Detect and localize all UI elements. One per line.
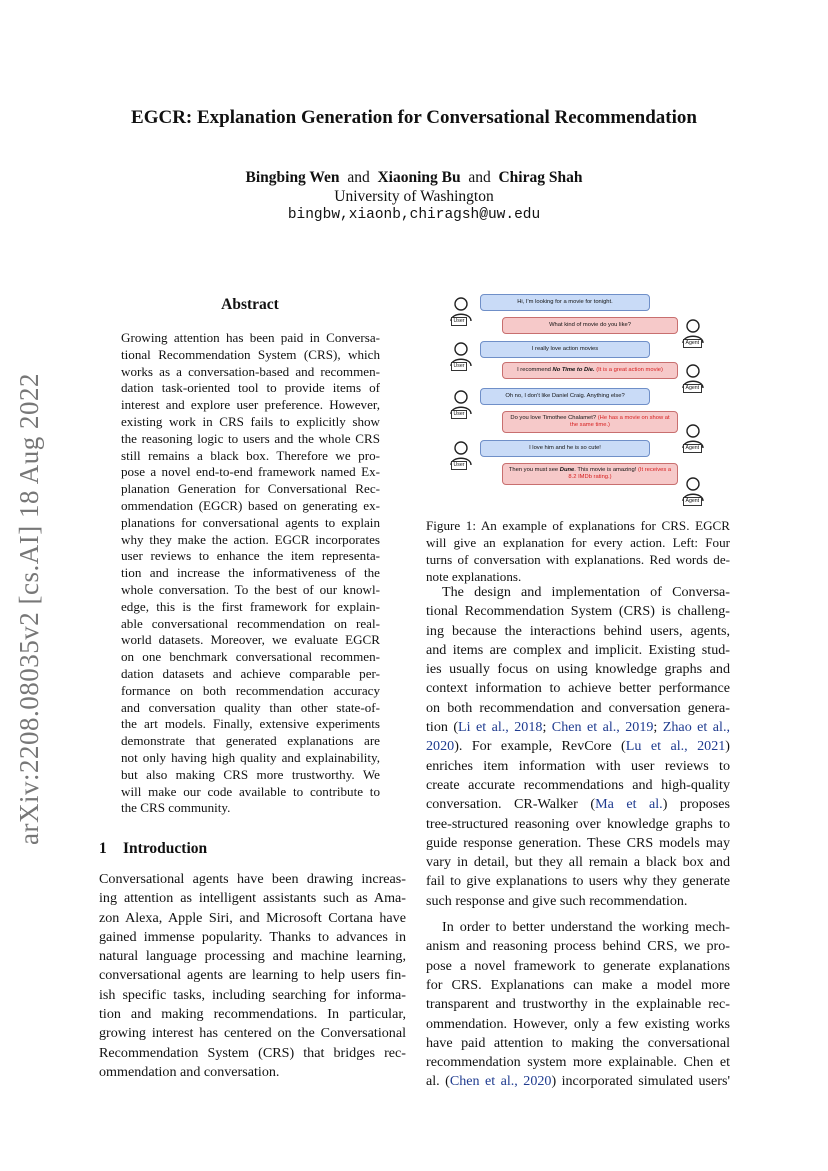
- text-line: enriches item information with user reviews to: [426, 757, 730, 774]
- abstract-body: [121, 330, 380, 817]
- section-number: 1: [99, 840, 107, 857]
- text-line: In order to better understand the working mech-: [442, 919, 730, 936]
- text-line: gained immense popularity. Thanks to advances in: [99, 928, 406, 945]
- text-part: tion (: [426, 719, 459, 736]
- user-tag: User: [451, 362, 467, 371]
- text-line: on both recommendation and conversation genera-: [426, 699, 730, 716]
- author-3: Chirag Shah: [498, 169, 583, 186]
- text-line: on one benchmark conversational recommen-: [121, 649, 380, 665]
- user-tag: User: [451, 317, 467, 326]
- citation-link[interactable]: Ma et al.: [595, 796, 663, 813]
- text-line: turns of conversation with explanations. Red words de-: [426, 552, 730, 567]
- message-part: . This movie is amazing!: [574, 467, 638, 473]
- text-line: world datasets. Moreover, we evaluate EGCR: [121, 632, 380, 648]
- message-text: What kind of movie do you like?: [549, 322, 631, 328]
- author-emails: bingbw,xiaonb,chiragsh@uw.edu: [287, 207, 541, 223]
- text-line: planations for conversational agents to explain: [121, 514, 380, 530]
- text-line: able conversational recommendation on real-: [121, 615, 380, 631]
- text-line: but also making CRS more trustworthy. We: [121, 766, 380, 782]
- agent-avatar: [680, 363, 706, 393]
- text-part: ;: [653, 719, 663, 736]
- paper-title: EGCR: Explanation Generation for Conversational Recommendation: [131, 107, 697, 128]
- section-title: Introduction: [123, 840, 208, 857]
- text-line: ommendation (EGCR) based on generating ex-: [121, 497, 380, 513]
- text-part: ): [725, 738, 730, 755]
- text-part: ;: [542, 719, 552, 736]
- text-line: conversational agents are learning to help users fin-: [99, 967, 406, 984]
- author-2: Xiaoning Bu: [377, 169, 461, 186]
- text-line: vary in detail, but they all remain a black box and: [426, 854, 730, 871]
- movie-title: Dune: [559, 467, 575, 473]
- text-line: existing work in CRS fails to explicitly show: [121, 413, 380, 429]
- text-line: not only having high quality and explainability,: [121, 749, 380, 765]
- explanation-text: (It is a great action movie): [594, 367, 663, 373]
- text-line: planation Generation for Conversational Rec-: [121, 481, 380, 497]
- text-line: the art models. Finally, extensive experiments: [121, 716, 380, 732]
- abstract-heading: Abstract: [221, 296, 279, 313]
- citation-link[interactable]: Zhao et al.,: [662, 719, 730, 736]
- text-line: formance on both recommendation accuracy: [121, 682, 380, 698]
- text-line: tion and making recommendations. In particular,: [99, 1006, 406, 1023]
- text-line: pose a novel end-to-end framework named Ex-: [121, 464, 380, 480]
- text-line: context information to achieve better performance: [426, 680, 730, 697]
- text-line: interest and explore user preference. However,: [121, 397, 380, 413]
- section-heading: [99, 840, 207, 858]
- explanation-text: (It receives a 8.2 IMDb rating.): [568, 467, 672, 480]
- text-line: user reviews to enhance the item representa-: [121, 548, 380, 564]
- user-tag: User: [451, 461, 467, 470]
- agent-message: [502, 463, 678, 485]
- text-line: for CRS. Explanations can make a model more: [426, 976, 730, 993]
- user-message: [480, 388, 650, 405]
- agent-avatar: [680, 318, 706, 348]
- user-tag: User: [451, 410, 467, 419]
- citation-link[interactable]: Chen et al., 2019: [551, 719, 654, 736]
- message-part: I recommend: [517, 367, 553, 373]
- text-line: Recommendation System (CRS) that bridges rec-: [99, 1044, 406, 1061]
- text-line: such response and give such recommendation.: [426, 892, 688, 909]
- text-part: ) proposes: [662, 796, 731, 813]
- user-message: [480, 440, 650, 457]
- text-line: Conversational agents have been drawing increas-: [99, 871, 406, 887]
- paragraph-gap: [426, 911, 730, 918]
- user-avatar: [448, 389, 474, 419]
- user-avatar: [448, 440, 474, 470]
- intro-paragraph: [99, 870, 406, 1082]
- text-line: ish specific tasks, including searching for informa-: [99, 986, 406, 1003]
- text-part: conversation. CR-Walker (: [426, 796, 596, 813]
- author-1: Bingbing Wen: [245, 169, 340, 186]
- right-column-text: [426, 583, 730, 1092]
- citation-link[interactable]: Lu et al., 2021: [625, 738, 726, 755]
- figure-1: [448, 290, 710, 502]
- text-line: ommendation and conversation.: [99, 1063, 280, 1080]
- text-line: tional Recommendation System (CRS) is challeng-: [426, 603, 730, 620]
- text-part: al. (: [426, 1073, 450, 1090]
- user-avatar: [448, 341, 474, 371]
- message-text: I love him and he is so cute!: [529, 445, 601, 451]
- agent-tag: Agent: [683, 339, 702, 348]
- citation-link[interactable]: 2020: [426, 738, 455, 755]
- text-line: pose a novel framework to generate explanations: [426, 957, 730, 974]
- message-text: Hi, I'm looking for a movie for tonight.: [517, 299, 613, 305]
- author-sep-2: and: [468, 169, 491, 186]
- text-line: create accurate recommendations and high-quality: [426, 776, 730, 793]
- text-line: demonstrate that generated explanations are: [121, 733, 380, 749]
- message-part: Do you love Timothee Chalamet?: [510, 415, 598, 421]
- text-part: ) incorporated simulated users': [551, 1073, 730, 1090]
- text-line: ing attention as intelligent assistants such as Ama-: [99, 890, 406, 907]
- user-message: [480, 294, 650, 311]
- user-avatar: [448, 296, 474, 326]
- text-line: the reasoning logic to users and the whole CRS: [121, 430, 380, 446]
- message-text: [507, 415, 673, 429]
- author-sep-1: and: [347, 169, 370, 186]
- text-line: edge, this is the first framework for explain-: [121, 598, 380, 614]
- text-line: have paid attention to making the conversational: [426, 1034, 730, 1051]
- text-line: zon Alexa, Apple Siri, and Microsoft Cortana have: [99, 909, 406, 926]
- agent-tag: Agent: [683, 384, 702, 393]
- text-line: works as a conversation-based and recommen-: [121, 363, 380, 379]
- agent-avatar: [680, 423, 706, 453]
- agent-avatar: [680, 476, 706, 506]
- affiliation: University of Washington: [334, 188, 494, 205]
- message-text: Oh no, I don't like Daniel Craig. Anything else?: [505, 393, 625, 399]
- text-line: The design and implementation of Conversa-: [442, 584, 730, 600]
- text-line: guide response generation. These CRS models may: [426, 834, 730, 851]
- text-line: tional Recommendation System (CRS), which: [121, 346, 380, 362]
- text-line: and items are complex and implicit. Existing stud-: [426, 641, 730, 658]
- text-line: natural language processing and machine learning,: [99, 948, 406, 965]
- text-line: [426, 718, 730, 737]
- text-line: note explanations.: [426, 569, 522, 584]
- text-line: will give an explanation for every action. Left: Four: [426, 535, 730, 550]
- text-line: growing interest has centered on the Conversational: [99, 1025, 406, 1042]
- text-line: dation datasets and achieve comparable per-: [121, 665, 380, 681]
- text-line: ing because the interactions behind users, agents,: [426, 622, 730, 639]
- movie-title: No Time to Die.: [552, 367, 595, 373]
- text-line: why they make the action. EGCR incorporates: [121, 531, 380, 547]
- text-line: [426, 1072, 730, 1091]
- agent-message: [502, 411, 678, 433]
- text-line: transparent and trustworthy in the explainable rec-: [426, 996, 730, 1013]
- citation-link[interactable]: Li et al., 2018: [458, 719, 543, 736]
- arxiv-stamp: arXiv:2208.08035v2 [cs.AI] 18 Aug 2022: [14, 373, 44, 845]
- text-line: tree-structured reasoning over knowledge graphs to: [426, 815, 730, 832]
- text-line: [426, 737, 730, 756]
- message-text: [517, 367, 663, 374]
- user-message: [480, 341, 650, 358]
- message-text: I really love action movies: [531, 346, 599, 352]
- text-line: Figure 1: An example of explanations for CRS. EGCR: [426, 518, 730, 533]
- citation-link[interactable]: Chen et al., 2020: [449, 1073, 552, 1090]
- message-text: [507, 467, 673, 481]
- text-line: anism and reasoning process behind CRS, we pro-: [426, 938, 730, 955]
- message-part: Then you must see: [508, 467, 560, 473]
- text-line: ies usually focus on using knowledge graphs and: [426, 661, 730, 678]
- text-line: [426, 795, 730, 814]
- agent-tag: Agent: [683, 444, 702, 453]
- agent-message: [502, 317, 678, 334]
- explanation-text: (He has a movie on show at the same time.): [570, 415, 670, 428]
- text-line: whole conversation. To the best of our knowl-: [121, 581, 380, 597]
- text-line: recommendation system more explainable. Chen et: [426, 1054, 730, 1071]
- figure-caption: [426, 517, 730, 585]
- author-list: [0, 168, 828, 188]
- text-line: ommendation. However, only a few existing works: [426, 1015, 730, 1032]
- text-line: the CRS community.: [121, 800, 231, 816]
- text-line: tion and increase the informativeness of the: [121, 565, 380, 581]
- text-part: ). For example, RevCore (: [454, 738, 626, 755]
- text-line: and conversation quality than other state-of-: [121, 699, 380, 715]
- text-line: Growing attention has been paid in Conversa-: [121, 330, 380, 345]
- text-line: dation task-oriented tool to provide items of: [121, 380, 380, 396]
- agent-message: [502, 362, 678, 379]
- agent-tag: Agent: [683, 497, 702, 506]
- text-line: will make our code available to contribute to: [121, 783, 380, 799]
- text-line: fail to give explanations to users why they generate: [426, 873, 730, 890]
- text-line: still remains a black box. Therefore we pro-: [121, 447, 380, 463]
